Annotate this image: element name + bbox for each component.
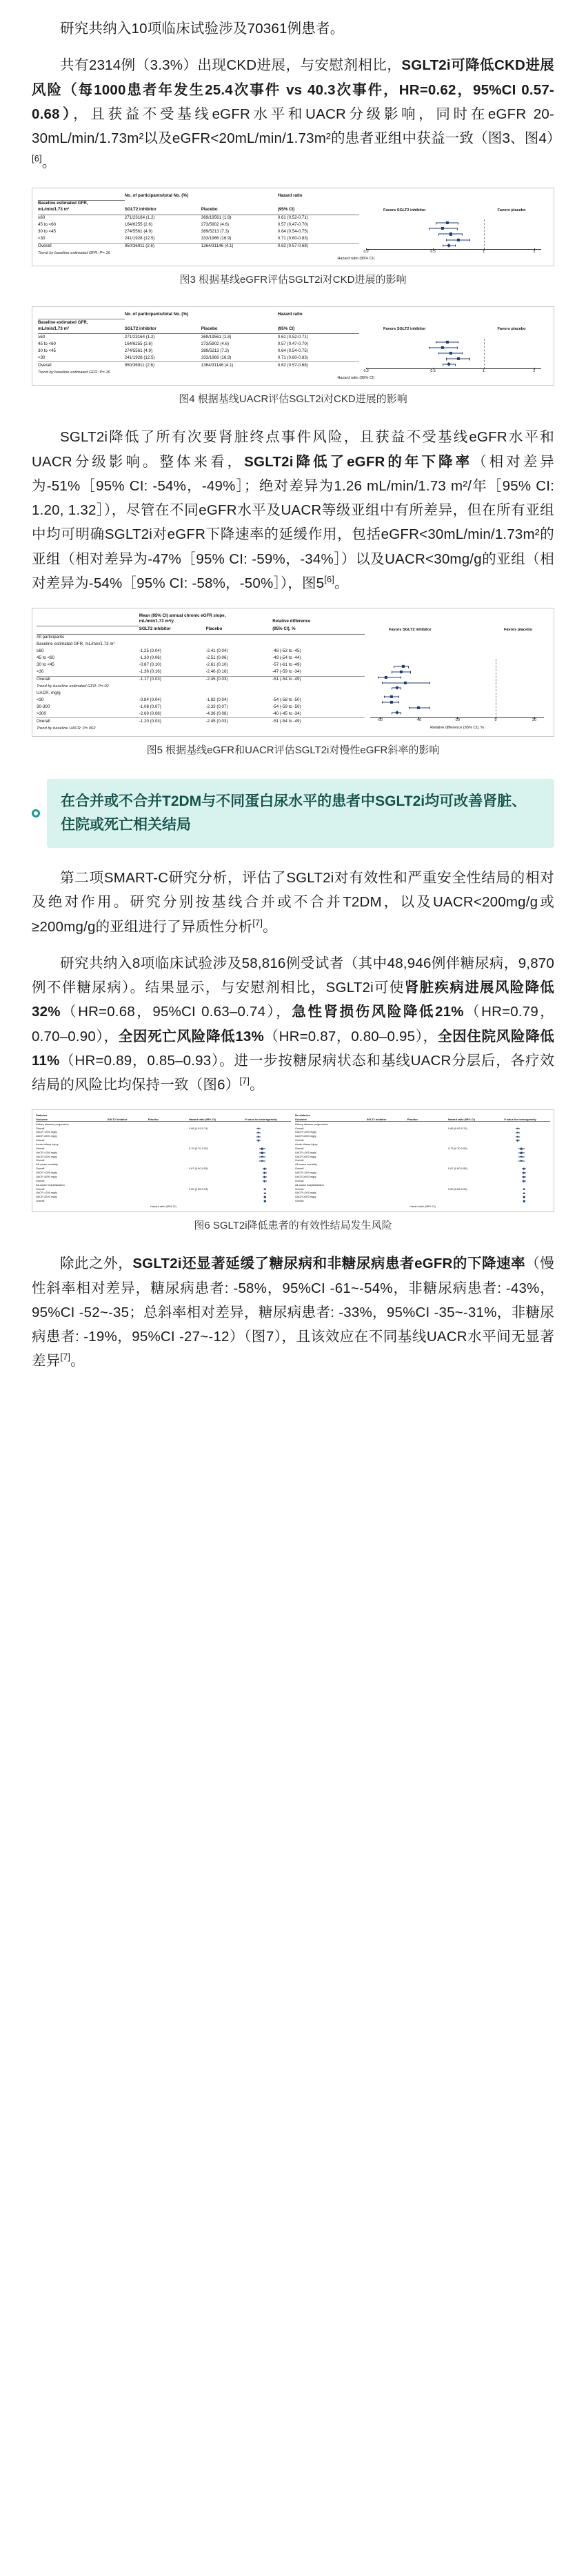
table-group-header: Kidney disease progression (36, 1122, 69, 1126)
f6l-h-placebo: Placebo (148, 1118, 189, 1122)
f4-r3-sglt2: 241/1928 (12.5) (124, 355, 155, 360)
f5-g1-r3-rel: -51 (-54 to -49) (272, 718, 365, 725)
table-row: Overall (36, 1199, 291, 1203)
p2-text-e: 。 (41, 155, 57, 171)
table-group-header: Acute kidney injury (36, 1142, 59, 1147)
p3-text-e: 。 (334, 575, 349, 591)
f3-col-sglt2: SGLT2 inhibitor (125, 200, 201, 215)
f3-plot-area: 0.2 0.5 1 2 (359, 215, 548, 257)
f3-axis-label: Hazard ratio (95% CI) (337, 257, 375, 261)
f3-r0-placebo: 369/19561 (1.8) (201, 215, 232, 221)
p5-text-b6: （HR=0.87，0.80–0.95）， (263, 1028, 438, 1044)
f4-r2-placebo: 389/5213 (7.3) (201, 348, 230, 353)
table-group-header: Kidney disease progression (295, 1122, 328, 1126)
figure-6-forest-plot (32, 1109, 554, 1212)
section-callout-text: 在合并或不合并T2DM与不同蛋白尿水平的患者中SGLT2i均可改善肾脏、住院或死亡相关结局 (47, 779, 554, 848)
f5-g0-r3-rel: -47 (-59 to -34) (272, 669, 301, 675)
f4-r0-placebo: 369/19561 (1.8) (201, 334, 232, 339)
f5-favors-sglt2: Favors SGLT2 inhibitor (389, 627, 432, 632)
table-row: UACR ≥200 mg/g (36, 1195, 291, 1199)
f5-favors-header (365, 613, 549, 634)
p6-text-c: （慢性斜率相对差异，糖尿病患者: -58%，95%CI -61~-54%，非糖尿病患者: -43%，95%CI -52~-35；总斜率相对差异，糖尿病患者: -33%，95%CI -35~-31%，非糖尿病患者: -19%，95%CI -27~-12）（图7），且该效应在不同基线UACR水平间无显著差异 (32, 1256, 554, 1369)
f3-r0-hr: 0.61 (0.52-0.71) (277, 215, 308, 221)
f3-col-hr-l2: (95% CI) (278, 200, 359, 215)
p3-ref: [6] (324, 573, 335, 584)
p2-ref: [6] (32, 153, 42, 164)
f5-g0-r4-placebo: -2.45 (0.03) (206, 676, 273, 683)
f5-g1-r1-sglt2: -1.08 (0.07) (139, 704, 161, 709)
f5-g1-r1-placebo: -2.33 (0.07) (205, 704, 228, 709)
table-row: UACR <200 mg/g (295, 1171, 550, 1175)
f4-col-baseline-l2: mL/min/1.73 m² (38, 326, 70, 331)
f3-favors-sglt2: Favors SGLT2 inhibitor (383, 208, 426, 212)
fig6-right-table (295, 1118, 550, 1203)
p5-text-a: 研究共纳入8项临床试验涉及58,816例受试者（其中48,946例伴糖尿病，9,870例不伴糖尿病）。结果显示，与安慰剂相比，SGLT2i可使 (32, 955, 554, 996)
fig6-left-panel (36, 1113, 291, 1208)
table-row: Overall 0.89 (0.85-0.93) (295, 1187, 550, 1191)
table-row: Overall 0.87 (0.80-0.95) (36, 1167, 291, 1171)
figure-4-block (32, 306, 554, 407)
figure-6-block (32, 1109, 554, 1233)
f5-col-placebo: Placebo (206, 626, 273, 634)
f6r-axis-label: Hazard ratio (95% CI) (410, 1204, 436, 1208)
p2-text-c: ，且获益不受基线eGFR水平和UACR分级影响，同时在eGFR 20-30mL/min/1.73m²以及eGFR<20mL/min/1.73m²的患者亚组中获益一致（图3、图4） (32, 106, 561, 146)
f5-g0-r2-rel: -57 (-61 to -49) (272, 662, 301, 668)
f5-g1-r2-sglt2: -2.69 (0.08) (139, 711, 161, 716)
f3-favors-header (359, 193, 548, 215)
p5-text-b2: （HR=0.68，95%CI 0.63–0.74）， (60, 1004, 292, 1020)
f3-col-placebo: Placebo (201, 200, 278, 215)
f4-col-placebo: Placebo (201, 319, 278, 334)
p5-hl-3: 全因死亡风险降低13% (118, 1028, 264, 1044)
f5-g0-sub: Baseline estimated GFR, mL/min/1.73 m² (37, 642, 115, 647)
f4-favors-header (359, 312, 548, 334)
f6l-axis-label: Hazard ratio (95% CI) (150, 1204, 176, 1208)
f5-slope-header (139, 613, 272, 626)
p6-highlight: SGLT2i还显著延缓了糖尿病和非糖尿病患者eGFR的下降速率 (132, 1256, 526, 1272)
f3-r3-sglt2: 241/1928 (12.5) (124, 236, 155, 241)
f3-total-hr: 0.62 (0.57-0.68) (278, 243, 359, 250)
fig6-left-title: Diabetes (36, 1113, 48, 1118)
f5-g1-name: UACR, mg/g (37, 690, 61, 695)
f4-r2-sglt2: 274/5561 (4.9) (124, 348, 153, 353)
table-row-note (37, 725, 549, 731)
f5-g1-r2-placebo: -4.36 (0.08) (205, 711, 228, 716)
p5-hl-2: 急性肾损伤风险降低21% (292, 1004, 464, 1020)
paragraph-4 (32, 866, 554, 939)
table-group-header: Acute kidney injury (295, 1142, 318, 1147)
f6l-h-sglt2: SGLT2 inhibitor (108, 1118, 148, 1122)
f5-g0-name: All participants (37, 635, 65, 640)
f6r-h-placebo: Placebo (407, 1118, 448, 1122)
f3-note: Trend by baseline estimated GFR: P=.16 (38, 251, 110, 256)
f5-g0-r2-sglt2: -0.87 (0.10) (139, 662, 161, 668)
f4-r1-label: 45 to <60 (38, 341, 56, 346)
f4-r3-placebo: 333/1966 (16.9) (201, 355, 232, 360)
p5-text-e: 。 (250, 1077, 264, 1093)
f3-r1-sglt2: 164/6255 (2.6) (124, 222, 153, 228)
table-row: Overall 0.79 (0.70-0.90) (295, 1147, 550, 1151)
f3-r2-sglt2: 274/5561 (4.9) (124, 229, 153, 235)
f3-r1-hr: 0.57 (0.47-0.70) (277, 222, 308, 228)
f5-g0-r4-label: Overall (37, 676, 139, 683)
f5-col-sglt2: SGLT2 inhibitor (139, 626, 206, 634)
f4-favors-placebo: Favors placebo (497, 327, 526, 332)
f4-col-blank (38, 312, 125, 319)
f3-r0-label: ≥60 (38, 215, 46, 221)
f5-axis-label: Relative difference (95% CI), % (430, 726, 485, 731)
p5-ref: [7] (239, 1076, 250, 1087)
table-group-header: All-cause mortality (295, 1162, 317, 1167)
table-row: Overall 0.68 (0.63-0.74) (295, 1126, 550, 1130)
table-row: UACR ≥200 mg/g (36, 1154, 291, 1158)
table-group-header: All-cause hospitalization (295, 1182, 324, 1187)
figure-5-table (37, 613, 549, 732)
f5-rel-l1: Relative difference (272, 619, 311, 624)
f5-g1-r1-rel: -54 (-59 to -50) (272, 704, 301, 709)
f5-plot-area: -60 -40 -20 0 20 (365, 634, 549, 725)
f4-total-label: Overall (38, 362, 125, 369)
f4-total-placebo: 1364/31146 (4.1) (201, 362, 278, 369)
figure-4-table (38, 312, 548, 376)
f3-col-blank (38, 193, 125, 201)
f5-g0-r3-label: <30 (37, 669, 44, 675)
figure-6-caption: 图6 SGLT2i降低患者的有效性结局发生风险 (194, 1219, 392, 1231)
p4-text-a: 第二项SMART-C研究分析，评估了SGLT2i对有效性和严重安全性结局的相对及绝对作用。研究分别按基线合并或不合并T2DM，以及UACR<200mg/g或≥200mg/g的亚组进行了异质性分析 (32, 870, 554, 935)
table-row: Overall (36, 1138, 291, 1142)
f4-r0-sglt2: 271/23164 (1.2) (124, 334, 155, 339)
f5-g1-r2-label: >300 (37, 711, 46, 716)
table-row: UACR ≥200 mg/g (36, 1134, 291, 1138)
f4-col-baseline (38, 319, 125, 334)
f5-g1-r2-rel: -40 (-45 to -34) (272, 711, 301, 716)
table-row: UACR <200 mg/g (295, 1130, 550, 1134)
f5-g0-r2-placebo: -2.61 (0.10) (205, 662, 228, 668)
fig6-right-panel (295, 1113, 550, 1208)
f3-r2-label: 30 to <45 (38, 229, 56, 235)
f3-r2-hr: 0.64 (0.54-0.75) (277, 229, 308, 235)
f3-total-sglt2: 950/36911 (2.6) (125, 243, 201, 250)
f3-r3-hr: 0.71 (0.60-0.83) (277, 236, 308, 241)
paragraph-5 (32, 951, 554, 1098)
f5-g1-note: Trend by baseline UACR: P=.002 (37, 726, 96, 731)
f4-r2-hr: 0.64 (0.54-0.75) (277, 348, 308, 353)
fig6-left-table (36, 1118, 291, 1203)
figure-5-block (32, 608, 554, 758)
table-row: Overall 0.79 (0.70-0.90) (36, 1147, 291, 1151)
f3-col-hr-l1: Hazard ratio (277, 193, 303, 198)
f5-g0-r0-rel: -48 (-53 to -45) (272, 648, 301, 654)
f4-r1-placebo: 273/5902 (4.6) (201, 341, 230, 346)
f5-g0-r1-rel: -49 (-54 to -44) (272, 655, 301, 661)
f3-r1-label: 45 to <60 (38, 222, 56, 228)
f4-col-sglt2: SGLT2 inhibitor (125, 319, 201, 334)
table-row: Overall (36, 1178, 291, 1182)
f4-col-hr-l1: Hazard ratio (277, 312, 303, 317)
table-group-header: All-cause mortality (36, 1162, 58, 1167)
f3-total-placebo: 1364/31146 (4.1) (201, 243, 278, 250)
figure-3-table (38, 193, 548, 257)
p2-highlight: SGLT2i可降低CKD进展风险（每1000患者年发生25.4次事件 vs 40.3次事件，HR=0.62，95%CI 0.57-0.68） (32, 57, 555, 122)
f4-col-hr-l2: (95% CI) (278, 319, 359, 334)
f6r-h-hr: Hazard ratio (95% CI) (448, 1118, 504, 1122)
f6l-h-outcome: Outcome (36, 1118, 108, 1122)
f6r-h-phet: P value for heterogeneity (504, 1118, 550, 1122)
f5-g1-r3-label: Overall (37, 718, 139, 725)
f3-r1-placebo: 273/5902 (4.6) (201, 222, 230, 228)
f4-note: Trend by baseline estimated GFR: P=.16 (38, 370, 110, 375)
f4-total-hr: 0.62 (0.57-0.68) (278, 362, 359, 369)
f4-col-participants: No. of participants/total No. (%) (124, 312, 188, 317)
table-row: Overall (295, 1158, 550, 1162)
f5-g1-r0-sglt2: -0.84 (0.04) (139, 697, 161, 702)
f4-r0-hr: 0.61 (0.52-0.71) (277, 334, 308, 339)
f5-g0-r2-label: 30 to <45 (37, 662, 54, 668)
p5-text-b4: （HR=0.79，0.70–0.90）， (32, 1004, 555, 1044)
f5-g1-r0-rel: -54 (-58 to -50) (272, 697, 301, 702)
table-row: UACR <200 mg/g (36, 1191, 291, 1195)
table-row: UACR <200 mg/g (36, 1171, 291, 1175)
f5-g0-r1-placebo: -2.51 (0.06) (205, 655, 228, 661)
f4-total-sglt2: 950/36911 (2.6) (125, 362, 201, 369)
table-row: UACR ≥200 mg/g (295, 1195, 550, 1199)
f4-r3-hr: 0.71 (0.60-0.83) (277, 355, 308, 360)
f3-favors-placebo: Favors placebo (497, 208, 526, 212)
fig6-right-title: No diabetes (295, 1113, 311, 1118)
table-row: Overall 0.68 (0.63-0.74) (36, 1126, 291, 1130)
p3-text-c: （相对差异为-51%［95% CI: -54%，-49%］；绝对差异为1.26 mL/min/1.73 m²/年［95% CI: 1.20, 1.32］），尽管在不同eGFR水平及UACR等级亚组中有所差异，但在所有亚组中均可明确SGLT2i对eGFR下降速率的延缓作用，包括eGFR<30mL/min/1.73m²的亚组（相对差异为-47%［95% CI: -59%，-34%］）以及UACR<30mg/g的亚组（相对差异为-54%［95% CI: -58%，-50%］），图5 (32, 453, 554, 591)
f6r-h-sglt2: SGLT2 inhibitor (367, 1118, 407, 1122)
f4-r3-label: <30 (38, 355, 46, 360)
f3-r2-placebo: 389/5213 (7.3) (201, 229, 230, 235)
f5-g1-r0-placebo: -1.82 (0.04) (205, 697, 228, 702)
figure-4-caption: 图4 根据基线UACR评估SGLT2i对CKD进展的影响 (179, 393, 407, 405)
paragraph-3 (32, 425, 554, 595)
f5-rel-l2: (95% CI), % (272, 626, 365, 634)
f5-g0-r4-rel: -51 (-54 to -49) (272, 676, 365, 683)
f5-favors-placebo: Favors placebo (503, 627, 532, 632)
f5-g0-r0-sglt2: -1.25 (0.04) (139, 648, 161, 654)
table-row: UACR ≥200 mg/g (36, 1175, 291, 1179)
p5-hl-4: 全因住院风险降低11% (32, 1028, 554, 1069)
p6-text-e: 。 (70, 1353, 85, 1369)
f5-slope-l2: mL/min/1.73 m²/y (139, 619, 174, 624)
table-row: UACR <200 mg/g (36, 1150, 291, 1154)
figure-3-block (32, 188, 554, 288)
table-row (38, 334, 548, 341)
table-row: Overall 0.87 (0.80-0.95) (295, 1167, 550, 1171)
f4-plot-area: 0.2 0.5 1 2 (359, 334, 548, 376)
table-row: Overall (295, 1178, 550, 1182)
table-row: UACR ≥200 mg/g (295, 1134, 550, 1138)
p6-text-a: 除此之外， (60, 1256, 133, 1272)
paragraph-2 (32, 53, 561, 175)
p6-ref: [7] (60, 1351, 71, 1363)
f4-col-baseline-l1: Baseline estimated GFR, (38, 319, 88, 325)
table-group-header: All-cause hospitalization (36, 1182, 65, 1187)
f6r-h-outcome: Outcome (295, 1118, 367, 1122)
f4-r0-label: ≥60 (38, 334, 46, 339)
f5-g1-r0-label: <30 (37, 697, 44, 702)
table-group-header (37, 634, 549, 641)
f6l-h-phet: P value for heterogeneity (245, 1118, 291, 1122)
f4-favors-sglt2: Favors SGLT2 inhibitor (383, 327, 426, 332)
f4-axis-label: Hazard ratio (95% CI) (337, 375, 375, 380)
callout-block (32, 779, 554, 848)
paragraph-6 (32, 1251, 554, 1373)
f3-col-participants: No. of participants/total No. (%) (124, 193, 188, 198)
bullet-dot-icon (32, 809, 40, 818)
p5-hl-1: 肾脏疾病进展风险降低32% (32, 980, 555, 1020)
table-row: UACR <200 mg/g (295, 1191, 550, 1195)
table-row: UACR <200 mg/g (295, 1150, 550, 1154)
table-row: UACR <200 mg/g (36, 1130, 291, 1134)
f5-g0-r4-sglt2: -1.17 (0.03) (139, 676, 206, 683)
f5-g0-r3-placebo: -2.46 (0.16) (205, 669, 228, 675)
p4-ref: [7] (252, 917, 263, 928)
f5-g1-r3-placebo: -2.45 (0.03) (206, 718, 273, 725)
f5-col-blank (37, 613, 139, 626)
f3-col-baseline-l1: Baseline estimated GFR, (38, 201, 88, 206)
figure-5-forest-plot (32, 608, 554, 737)
table-row: Overall (295, 1199, 550, 1203)
f5-col-group (37, 626, 139, 634)
f4-r1-sglt2: 164/6255 (2.6) (124, 341, 153, 346)
f3-r3-label: <30 (38, 236, 46, 241)
f5-g0-r3-sglt2: -1.36 (0.16) (139, 669, 161, 675)
table-row: UACR ≥200 mg/g (295, 1175, 550, 1179)
figure-5-caption: 图5 根据基线eGFR和UACR评估SGLT2i对慢性eGFR斜率的影响 (146, 744, 440, 756)
f4-r1-hr: 0.57 (0.47-0.70) (277, 341, 308, 346)
figure-3-forest-plot (32, 188, 554, 267)
paragraph-1: 研究共纳入10项临床试验涉及70361例患者。 (60, 21, 345, 37)
p3-highlight: SGLT2i降低了eGFR的年下降率 (244, 453, 473, 470)
f5-g0-r0-label: ≥60 (37, 648, 44, 654)
f5-g1-r3-sglt2: -1.20 (0.03) (139, 718, 206, 725)
f3-col-baseline (38, 200, 125, 215)
f3-r3-placebo: 333/1966 (16.9) (201, 236, 232, 241)
p2-text-a: 共有2314例（3.3%）出现CKD进展，与安慰剂相比， (60, 57, 402, 74)
f3-total-label: Overall (38, 243, 125, 250)
f5-g1-r1-label: 30-300 (37, 704, 50, 709)
f5-slope-l1: Mean (95% CI) annual chronic eGFR slope, (139, 613, 226, 618)
table-row: Overall (295, 1138, 550, 1142)
figure-4-forest-plot (32, 306, 554, 386)
table-row: UACR ≥200 mg/g (295, 1154, 550, 1158)
f4-r2-label: 30 to <45 (38, 348, 56, 353)
table-row: Overall 0.89 (0.85-0.93) (36, 1187, 291, 1191)
f5-g0-r1-sglt2: -1.30 (0.06) (139, 655, 161, 661)
table-row (38, 215, 548, 221)
f6l-h-hr: Hazard ratio (95% CI) (189, 1118, 245, 1122)
f5-g0-r1-label: 45 to <60 (37, 655, 54, 661)
f5-g0-note: Trend by baseline estimated GFR: P=.02 (37, 684, 109, 689)
p4-text-e: 。 (263, 918, 277, 935)
table-row: Overall (36, 1158, 291, 1162)
p3-text-a: SGLT2i降低了所有次要肾脏终点事件风险，且获益不受基线eGFR水平和UACR分级影响。整体来看， (32, 429, 554, 470)
figure-3-caption: 图3 根据基线eGFR评估SGLT2i对CKD进展的影响 (179, 274, 407, 286)
f3-col-baseline-l2: mL/min/1.73 m² (38, 207, 70, 212)
f5-g0-r0-placebo: -2.41 (0.04) (205, 648, 228, 654)
f3-r0-sglt2: 271/23164 (1.2) (124, 215, 155, 221)
p5-text-b8: （HR=0.89，0.85–0.93）。进一步按糖尿病状态和基线UACR分层后，各疗效结局的风险比均保持一致（图6） (32, 1052, 554, 1093)
